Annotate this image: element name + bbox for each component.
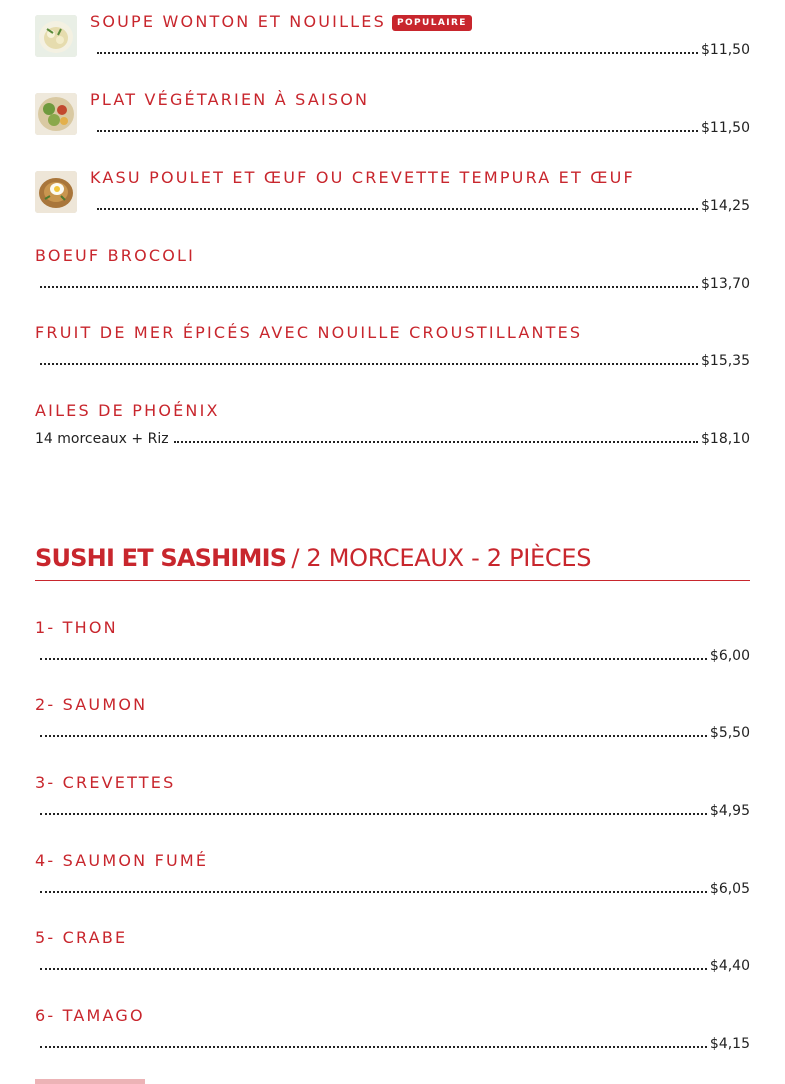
price-row [40, 348, 750, 370]
dish-price: $11,50 [701, 42, 750, 58]
dish-name: AILES DE PHOÉNIX [35, 401, 220, 420]
menu-item-tamago[interactable] [35, 1004, 750, 1064]
price-row [40, 643, 750, 665]
dish-price: $15,35 [701, 353, 750, 369]
menu-item-soupe-wonton[interactable] [35, 10, 750, 70]
dish-price: $6,00 [709, 648, 750, 664]
dish-name: FRUIT DE MER ÉPICÉS AVEC NOUILLE CROUSTILLANTES [35, 323, 583, 342]
menu-item-crevettes[interactable] [35, 771, 750, 831]
price-row [40, 876, 750, 898]
dish-price: $18,10 [701, 431, 750, 447]
dish-price: $6,05 [709, 881, 750, 897]
dotted-leader [40, 891, 707, 893]
section-subtitle: / 2 MORCEAUX - 2 PIÈCES [291, 544, 592, 572]
price-row [40, 1031, 750, 1053]
dish-name: 2- SAUMON [35, 695, 148, 714]
dotted-leader [40, 813, 707, 815]
dotted-leader [40, 363, 698, 365]
next-item-cutoff [35, 1079, 145, 1084]
dish-price: $11,50 [701, 120, 750, 136]
dish-name: 6- TAMAGO [35, 1006, 145, 1025]
menu-item-thon[interactable] [35, 616, 750, 676]
dish-name-text: SOUPE WONTON ET NOUILLES [90, 12, 386, 31]
menu-item-ailes-phoenix[interactable] [35, 399, 750, 459]
menu-item-plat-vegetarien[interactable] [35, 88, 750, 148]
menu-item-crabe[interactable] [35, 926, 750, 986]
dish-name: 4- SAUMON FUMÉ [35, 851, 209, 870]
section-heading-sushi [35, 540, 750, 581]
dish-name: 5- CRABE [35, 928, 128, 947]
wonton-soup-photo[interactable] [35, 15, 77, 57]
dish-name [90, 10, 472, 34]
dish-price: $4,95 [709, 803, 750, 819]
dotted-leader [40, 735, 707, 737]
price-row [40, 953, 750, 975]
dish-name: BOEUF BROCOLI [35, 246, 196, 265]
menu-item-saumon[interactable] [35, 693, 750, 753]
dish-price: $5,50 [709, 725, 750, 741]
dotted-leader [40, 968, 707, 970]
dotted-leader [97, 130, 698, 132]
dotted-leader [97, 52, 698, 54]
dotted-leader [174, 441, 698, 443]
dish-price: $4,40 [709, 958, 750, 974]
section-title: SUSHI ET SASHIMIS [35, 544, 287, 572]
dish-name: 3- CREVETTES [35, 773, 176, 792]
dish-price: $14,25 [701, 198, 750, 214]
price-row [40, 720, 750, 742]
menu-item-fruit-de-mer[interactable] [35, 321, 750, 381]
dotted-leader [40, 286, 698, 288]
dish-description: 14 morceaux + Riz [35, 431, 169, 447]
dish-price: $4,15 [709, 1036, 750, 1052]
menu-item-boeuf-brocoli[interactable] [35, 244, 750, 304]
price-row [97, 37, 750, 59]
vegetarian-dish-photo[interactable] [35, 93, 77, 135]
dish-name: 1- THON [35, 618, 118, 637]
price-row [40, 271, 750, 293]
menu-item-saumon-fume[interactable] [35, 849, 750, 909]
kasu-chicken-photo[interactable] [35, 171, 77, 213]
popular-badge: POPULAIRE [392, 15, 472, 31]
dotted-leader [40, 658, 707, 660]
price-row [40, 798, 750, 820]
price-row [35, 426, 750, 448]
menu-item-kasu-poulet[interactable] [35, 166, 750, 226]
dish-name: KASU POULET ET ŒUF OU CREVETTE TEMPURA ET ŒUF [90, 168, 635, 187]
price-row [97, 115, 750, 137]
dotted-leader [40, 1046, 707, 1048]
price-row [97, 193, 750, 215]
dish-name: PLAT VÉGÉTARIEN À SAISON [90, 90, 370, 109]
dish-price: $13,70 [701, 276, 750, 292]
dotted-leader [97, 208, 698, 210]
